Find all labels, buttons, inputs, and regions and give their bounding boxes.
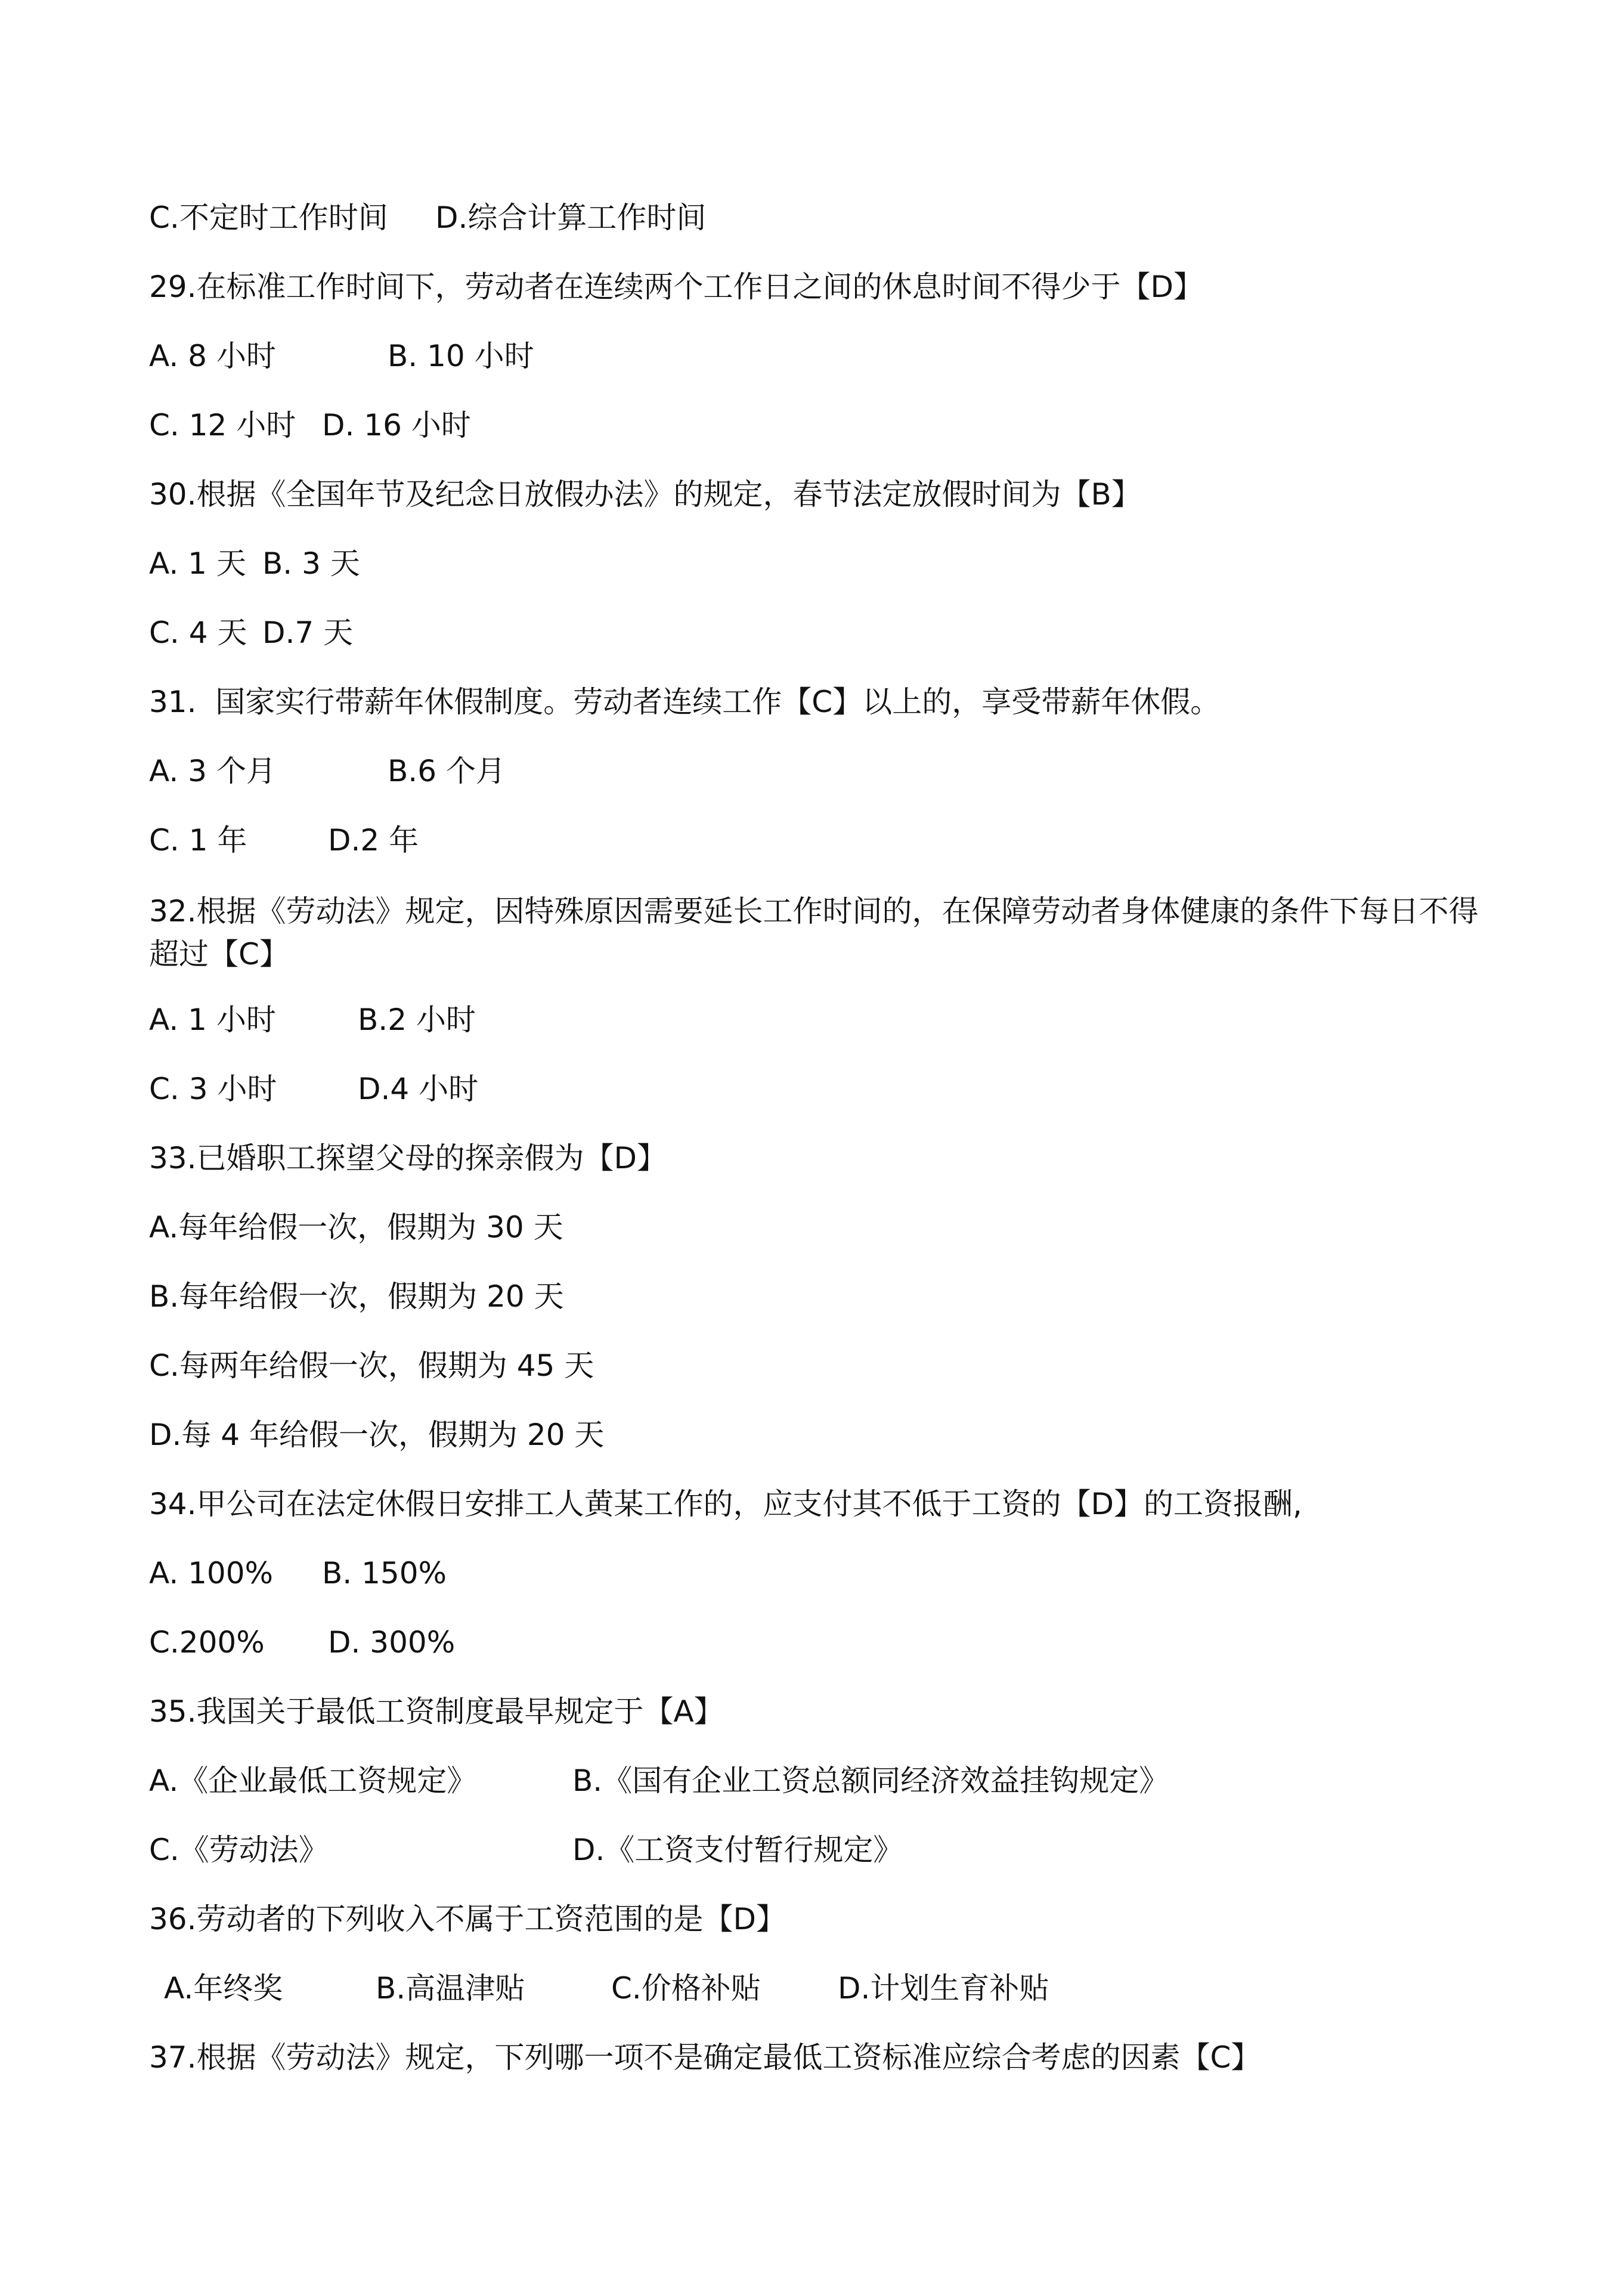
option-d: D.综合计算工作时间 xyxy=(435,200,707,235)
option-d: D. 300% xyxy=(328,1625,456,1660)
option-c: C. 12 小时 xyxy=(149,408,296,443)
option-d: D. 16 小时 xyxy=(322,408,471,443)
question-33: 33.已婚职工探望父母的探亲假为【D】 xyxy=(149,1141,667,1175)
option-d: D.4 小时 xyxy=(358,1072,479,1106)
option-b: B. 150% xyxy=(322,1556,447,1591)
option-c: C.每两年给假一次，假期为 45 天 xyxy=(149,1348,594,1383)
option-d: D.2 年 xyxy=(328,823,419,858)
option-a: A.每年给假一次，假期为 30 天 xyxy=(149,1210,563,1245)
option-a: A. 1 天 xyxy=(149,546,246,581)
option-c: C.《劳动法》 xyxy=(149,1833,329,1867)
option-row-30-cd xyxy=(149,615,354,737)
option-c: C. 3 小时 xyxy=(149,1072,277,1106)
option-b: B.2 小时 xyxy=(358,1002,476,1037)
question-34: 34.甲公司在法定休假日安排工人黄某工作的，应支付其不低于工资的【D】的工资报酬, xyxy=(149,1487,1302,1521)
option-a: A.《企业最低工资规定》 xyxy=(149,1763,477,1798)
option-a: A. 1 小时 xyxy=(149,1002,276,1037)
question-37: 37.根据《劳动法》规定，下列哪一项不是确定最低工资标准应综合考虑的因素【C】 xyxy=(149,2040,1261,2075)
option-c: C.不定时工作时间 xyxy=(149,200,388,235)
question-35: 35.我国关于最低工资制度最早规定于【A】 xyxy=(149,1694,724,1729)
question-29: 29.在标准工作时间下，劳动者在连续两个工作日之间的休息时间不得少于【D】 xyxy=(149,270,1204,304)
option-b: B. 10 小时 xyxy=(388,339,534,373)
option-d: D.《工资支付暂行规定》 xyxy=(572,1833,903,1867)
option-b: B. 3 天 xyxy=(262,546,360,581)
option-a: A. 100% xyxy=(149,1556,274,1591)
option-a: A.年终奖 xyxy=(164,1971,283,2006)
option-c: C. 4 天 xyxy=(149,615,247,650)
option-d: D.7 天 xyxy=(262,615,354,650)
option-b: B.每年给假一次，假期为 20 天 xyxy=(149,1279,564,1314)
question-30: 30.根据《全国年节及纪念日放假办法》的规定，春节法定放假时间为【B】 xyxy=(149,477,1141,512)
option-c: C. 1 年 xyxy=(149,823,247,858)
option-b: B.6 个月 xyxy=(388,754,506,788)
option-b: B.《国有企业工资总额同经济效益挂钩规定》 xyxy=(572,1763,1169,1798)
option-a: A. 3 个月 xyxy=(149,754,276,788)
question-32: 32.根据《劳动法》规定，因特殊原因需要延长工作时间的，在保障劳动者身体健康的条件下每日不得超过【C】 xyxy=(149,894,1479,971)
option-c: C.价格补贴 xyxy=(611,1971,761,2006)
option-d: D.每 4 年给假一次，假期为 20 天 xyxy=(149,1418,605,1452)
option-row-29-cd xyxy=(149,408,471,530)
question-31: 31. 国家实行带薪年休假制度。劳动者连续工作【C】以上的，享受带薪年休假。 xyxy=(149,685,1221,719)
option-d: D.计划生育补贴 xyxy=(838,1971,1049,2006)
option-a: A. 8 小时 xyxy=(149,339,276,373)
question-36: 36.劳动者的下列收入不属于工资范围的是【D】 xyxy=(149,1902,786,1936)
option-b: B.高温津贴 xyxy=(376,1971,525,2006)
option-c: C.200% xyxy=(149,1625,265,1660)
